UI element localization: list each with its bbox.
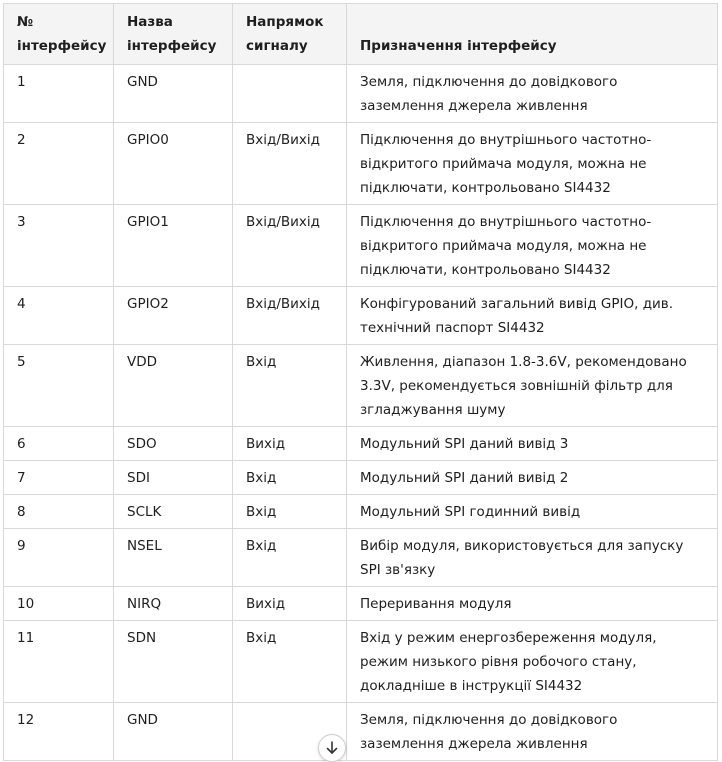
cell-direction: Вхід <box>233 345 347 427</box>
table-row <box>4 529 718 587</box>
cell-purpose: Підключення до внутрішнього частотно-відкритого приймача модуля, можна не підключати, контрольовано SI4432 <box>347 123 718 205</box>
cell-name: NSEL <box>114 529 233 587</box>
table-row <box>4 287 718 345</box>
cell-direction: Вхід/Вихід <box>233 205 347 287</box>
cell-direction: Вхід <box>233 621 347 703</box>
table-row <box>4 621 718 703</box>
cell-num: 10 <box>4 587 114 621</box>
cell-purpose: Земля, підключення до довідкового заземлення джерела живлення <box>347 65 718 123</box>
cell-name: GPIO0 <box>114 123 233 205</box>
cell-direction: Вхід/Вихід <box>233 123 347 205</box>
cell-name: GND <box>114 65 233 123</box>
cell-purpose: Модульний SPI даний вивід 3 <box>347 427 718 461</box>
table-header-row <box>4 4 718 65</box>
header-num: № інтерфейсу <box>4 4 114 65</box>
cell-direction <box>233 65 347 123</box>
table-row <box>4 461 718 495</box>
cell-num: 3 <box>4 205 114 287</box>
cell-name: VDD <box>114 345 233 427</box>
cell-name: GPIO1 <box>114 205 233 287</box>
cell-name: NIRQ <box>114 587 233 621</box>
cell-purpose: Вхід у режим енергозбереження модуля, режим низького рівня робочого стану, докладніше в інструкції SI4432 <box>347 621 718 703</box>
cell-purpose: Живлення, діапазон 1.8-3.6V, рекомендовано 3.3V, рекомендується зовнішній фільтр для згладжування шуму <box>347 345 718 427</box>
table-row <box>4 495 718 529</box>
cell-num: 4 <box>4 287 114 345</box>
cell-direction: Вхід <box>233 461 347 495</box>
cell-num: 9 <box>4 529 114 587</box>
table-row <box>4 427 718 461</box>
table-row <box>4 345 718 427</box>
table-row <box>4 205 718 287</box>
table-row <box>4 123 718 205</box>
header-purpose: Призначення інтерфейсу <box>347 4 718 65</box>
cell-direction: Вхід <box>233 529 347 587</box>
cell-num: 7 <box>4 461 114 495</box>
cell-direction: Вихід <box>233 427 347 461</box>
cell-direction: Вхід/Вихід <box>233 287 347 345</box>
scroll-down-button[interactable] <box>318 734 346 762</box>
cell-name: SDN <box>114 621 233 703</box>
cell-name: SDI <box>114 461 233 495</box>
arrow-down-icon <box>326 741 338 755</box>
cell-name: GPIO2 <box>114 287 233 345</box>
cell-num: 5 <box>4 345 114 427</box>
cell-purpose: Земля, підключення до довідкового заземлення джерела живлення <box>347 703 718 761</box>
cell-num: 11 <box>4 621 114 703</box>
cell-purpose: Конфігурований загальний вивід GPIO, див. технічний паспорт SI4432 <box>347 287 718 345</box>
cell-name: SDO <box>114 427 233 461</box>
cell-purpose: Модульний SPI даний вивід 2 <box>347 461 718 495</box>
cell-purpose: Підключення до внутрішнього частотно-відкритого приймача модуля, можна не підключати, контрольовано SI4432 <box>347 205 718 287</box>
cell-num: 6 <box>4 427 114 461</box>
cell-purpose: Модульний SPI годинний вивід <box>347 495 718 529</box>
pin-table <box>3 3 718 761</box>
cell-direction: Вихід <box>233 587 347 621</box>
cell-num: 1 <box>4 65 114 123</box>
cell-name: GND <box>114 703 233 761</box>
table-row <box>4 65 718 123</box>
cell-num: 2 <box>4 123 114 205</box>
header-name: Назва інтерфейсу <box>114 4 233 65</box>
cell-num: 12 <box>4 703 114 761</box>
cell-name: SCLK <box>114 495 233 529</box>
table-row <box>4 587 718 621</box>
header-direction: Напрямок сигналу <box>233 4 347 65</box>
cell-direction: Вхід <box>233 495 347 529</box>
cell-purpose: Переривання модуля <box>347 587 718 621</box>
cell-purpose: Вибір модуля, використовується для запуску SPI зв'язку <box>347 529 718 587</box>
cell-num: 8 <box>4 495 114 529</box>
